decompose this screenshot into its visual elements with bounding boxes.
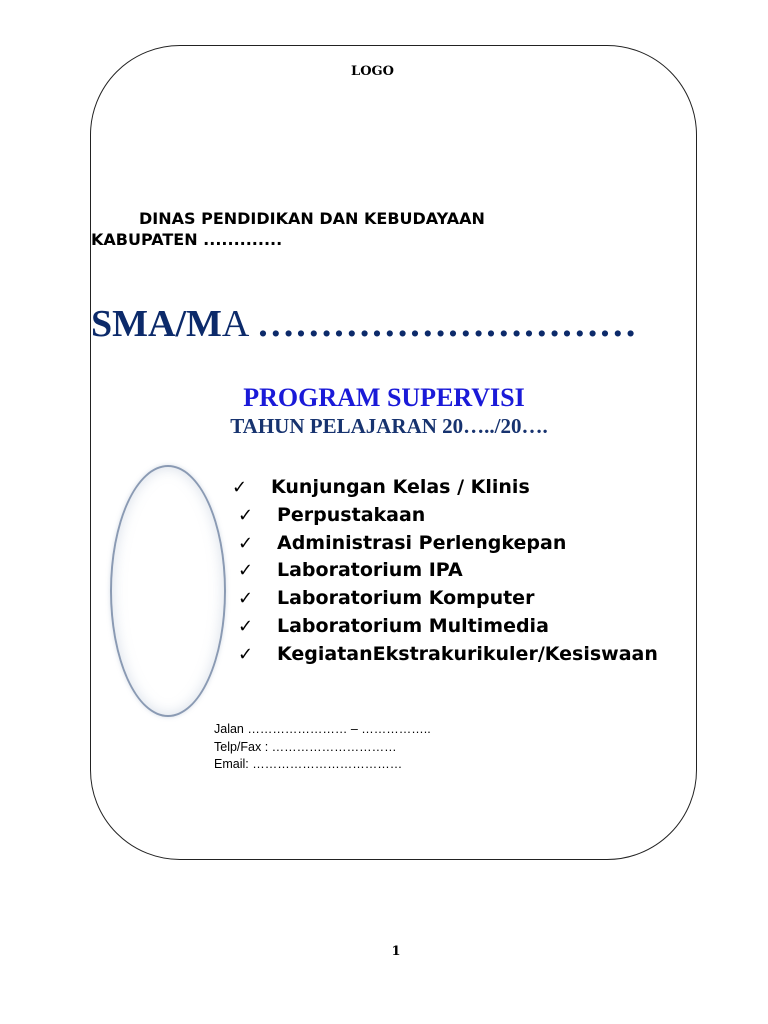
program-title: PROGRAM SUPERVISI xyxy=(243,383,525,412)
address-street: Jalan …………………… – …………….. xyxy=(214,722,431,736)
check-icon: ✓ xyxy=(238,505,254,526)
logo-placeholder: LOGO xyxy=(351,64,394,79)
check-icon: ✓ xyxy=(238,588,254,609)
list-item-label: Kunjungan Kelas / Klinis xyxy=(271,476,530,498)
school-name-bold: SMA/M xyxy=(91,303,222,345)
list-item xyxy=(238,585,534,612)
school-name xyxy=(91,302,637,346)
address-email: Email: ……………………………… xyxy=(214,757,403,771)
list-item xyxy=(238,530,566,557)
list-item xyxy=(232,474,530,501)
list-item-label: Laboratorium Multimedia xyxy=(277,615,549,637)
check-icon: ✓ xyxy=(238,560,254,581)
check-icon: ✓ xyxy=(232,477,248,498)
agency-line-2: KABUPATEN ............. xyxy=(91,230,283,249)
check-icon: ✓ xyxy=(238,644,254,665)
agency-line-1: DINAS PENDIDIKAN DAN KEBUDAYAAN xyxy=(139,209,485,228)
list-item-label: Laboratorium Komputer xyxy=(277,587,535,609)
check-icon: ✓ xyxy=(238,533,254,554)
agency-heading xyxy=(91,208,691,250)
list-item-label: Administrasi Perlengkepan xyxy=(277,532,567,554)
list-item xyxy=(238,613,549,640)
page-number: 1 xyxy=(391,944,401,959)
list-item-label: Laboratorium IPA xyxy=(277,559,463,581)
address-phone: Telp/Fax : ………………………… xyxy=(214,739,397,754)
contact-address xyxy=(214,721,431,774)
check-icon: ✓ xyxy=(238,616,254,637)
list-item-label: Perpustakaan xyxy=(277,504,426,526)
decorative-ellipse xyxy=(110,465,226,717)
list-item xyxy=(238,641,658,668)
list-item-label: KegiatanEkstrakurikuler/Kesiswaan xyxy=(277,643,658,665)
list-item xyxy=(238,557,463,584)
list-item xyxy=(238,502,425,529)
school-name-dots: ………………………… xyxy=(256,303,637,345)
program-year: TAHUN PELAJARAN 20…../20…. xyxy=(230,414,548,438)
school-name-rest: A xyxy=(221,303,257,345)
